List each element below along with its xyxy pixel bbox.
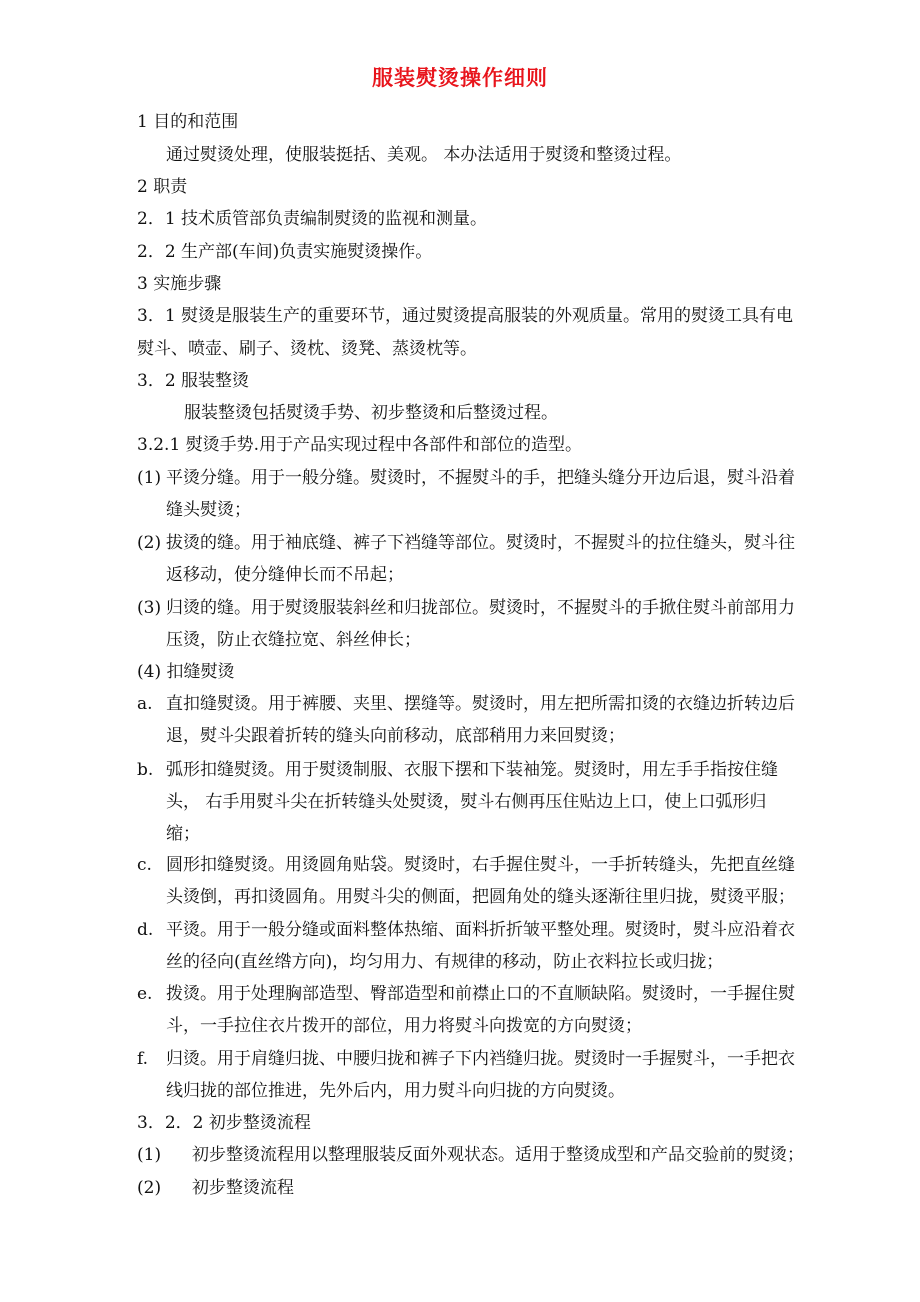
list-item-text: 压烫，防止衣缝拉宽、斜丝伸长；: [166, 630, 421, 650]
list-marker: (1): [137, 1145, 162, 1165]
list-marker: a.: [137, 694, 153, 714]
list-item-text: 头烫倒，再扣烫圆角。用熨斗尖的侧面，把圆角处的缝头逐渐往里归拢，熨烫平服；: [166, 887, 795, 907]
list-item-text: 初步整烫流程用以整理服装反面外观状态。适用于整烫成型和产品交验前的熨烫；: [192, 1145, 804, 1165]
list-item-text: 头， 右手用熨斗尖在折转缝头处熨烫，熨斗右侧再压住贴边上口，使上口弧形归: [166, 792, 767, 812]
list-item-text: 直扣缝熨烫。用于裤腰、夹里、摆缝等。熨烫时，用左把所需扣烫的衣缝边折转边后: [166, 694, 795, 714]
list-item-text: 丝的径向(直丝绺方向)，均匀用力、有规律的移动，防止衣料拉长或归拢；: [166, 952, 724, 972]
paragraph: 3.2.1 熨烫手势.用于产品实现过程中各部件和部位的造型。: [137, 435, 583, 455]
list-item-text: 拨烫。用于处理胸部造型、臀部造型和前襟止口的不直顺缺陷。熨烫时，一手握住熨: [166, 984, 795, 1004]
list-marker: c.: [137, 855, 152, 875]
list-marker: b.: [137, 760, 154, 780]
section-heading: 3．2．2 初步整烫流程: [137, 1113, 311, 1133]
list-marker: (2): [137, 1178, 162, 1198]
list-marker: (1): [137, 468, 162, 488]
list-item-text: 圆形扣缝熨烫。用烫圆角贴袋。熨烫时，右手握住熨斗，一手折转缝头，先把直丝缝: [166, 855, 795, 875]
section-heading: 2 职责: [137, 177, 188, 197]
paragraph: 3．1 熨烫是服装生产的重要环节，通过熨烫提高服装的外观质量。常用的熨烫工具有电: [137, 306, 794, 326]
paragraph: 服装整烫包括熨烫手势、初步整烫和后整烫过程。: [184, 403, 558, 423]
list-item-text: 归烫。用于肩缝归拢、中腰归拢和裤子下内裆缝归拢。熨烫时一手握熨斗，一手把衣: [166, 1049, 795, 1069]
section-heading: 3 实施步骤: [137, 274, 222, 294]
paragraph: 熨斗、喷壶、刷子、烫枕、烫凳、蒸烫枕等。: [137, 339, 477, 359]
list-item-text: 退，熨斗尖跟着折转的缝头向前移动，底部稍用力来回熨烫；: [166, 726, 625, 746]
list-item-text: 斗，一手拉住衣片拨开的部位，用力将熨斗向拨宽的方向熨烫；: [166, 1016, 642, 1036]
list-item-text: 初步整烫流程: [192, 1178, 294, 1198]
document-title: 服装熨烫操作细则: [372, 66, 548, 90]
paragraph: 2．1 技术质管部负责编制熨烫的监视和测量。: [137, 209, 488, 229]
list-item-text: 返移动，使分缝伸长而不吊起；: [166, 565, 404, 585]
list-item-text: 缩；: [166, 824, 200, 844]
paragraph: 2．2 生产部(车间)负责实施熨烫操作。: [137, 242, 433, 262]
list-item-text: 平烫。用于一般分缝或面料整体热缩、面料折折皱平整处理。熨烫时，熨斗应沿着衣: [166, 920, 795, 940]
list-marker: d.: [137, 920, 154, 940]
list-marker: f.: [137, 1049, 149, 1069]
list-marker: e.: [137, 984, 153, 1004]
section-heading: 1 目的和范围: [137, 112, 239, 132]
list-item-text: 线归拢的部位推进，先外后内，用力熨斗向归拢的方向熨烫。: [166, 1081, 625, 1101]
paragraph: 通过熨烫处理，使服装挺括、美观。 本办法适用于熨烫和整烫过程。: [166, 145, 682, 165]
list-item-text: 缝头熨烫；: [166, 500, 251, 520]
list-item-text: 归烫的缝。用于熨烫服装斜丝和归拢部位。熨烫时，不握熨斗的手掀住熨斗前部用力: [166, 598, 795, 618]
section-heading: 3．2 服装整烫: [137, 371, 250, 391]
list-heading: (4) 扣缝熨烫: [137, 662, 235, 682]
list-item-text: 弧形扣缝熨烫。用于熨烫制服、衣服下摆和下装袖笼。熨烫时，用左手手指按住缝: [166, 760, 778, 780]
list-marker: (3): [137, 598, 162, 618]
list-item-text: 拔烫的缝。用于袖底缝、裤子下裆缝等部位。熨烫时，不握熨斗的拉住缝头，熨斗往: [166, 533, 795, 553]
list-marker: (2): [137, 533, 162, 553]
list-item-text: 平烫分缝。用于一般分缝。熨烫时，不握熨斗的手，把缝头缝分开边后退，熨斗沿着: [166, 468, 795, 488]
